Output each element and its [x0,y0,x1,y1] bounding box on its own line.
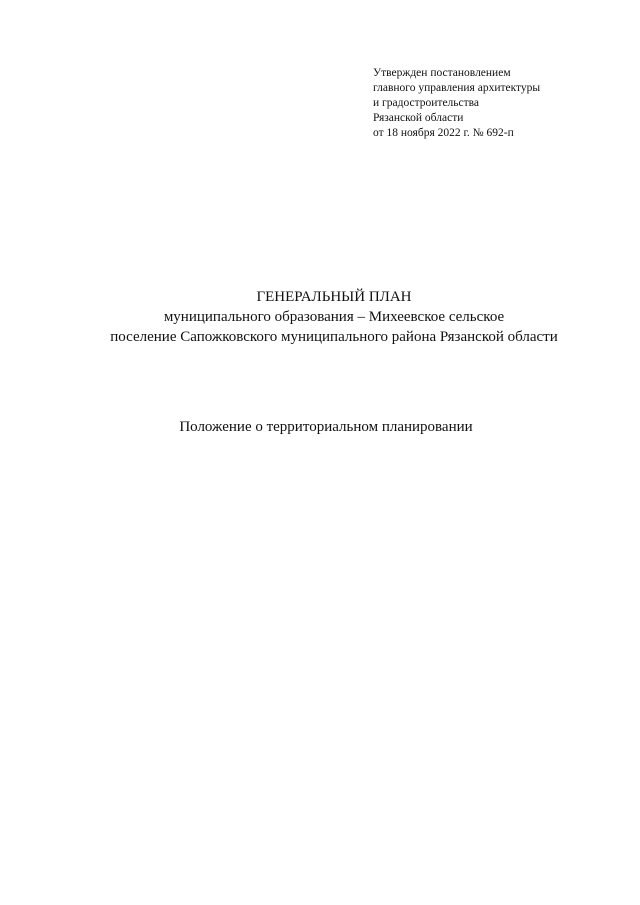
document-subtitle: Положение о территориальном планировании [179,419,473,435]
document-title [0,287,640,347]
approval-line: и градостроительства [373,97,480,109]
approval-line: Рязанской области [373,112,464,124]
title-line-3: поселение Сапожковского муниципального района Рязанской области [110,329,558,345]
approval-line: Утвержден постановлением [373,67,511,79]
approval-line: от 18 ноября 2022 г. № 692-п [373,127,514,139]
approval-stamp [373,66,540,141]
title-line-2: муниципального образования – Михеевское сельское [163,309,505,325]
title-line-1: ГЕНЕРАЛЬНЫЙ ПЛАН [256,289,412,305]
approval-line: главного управления архитектуры [373,82,541,94]
